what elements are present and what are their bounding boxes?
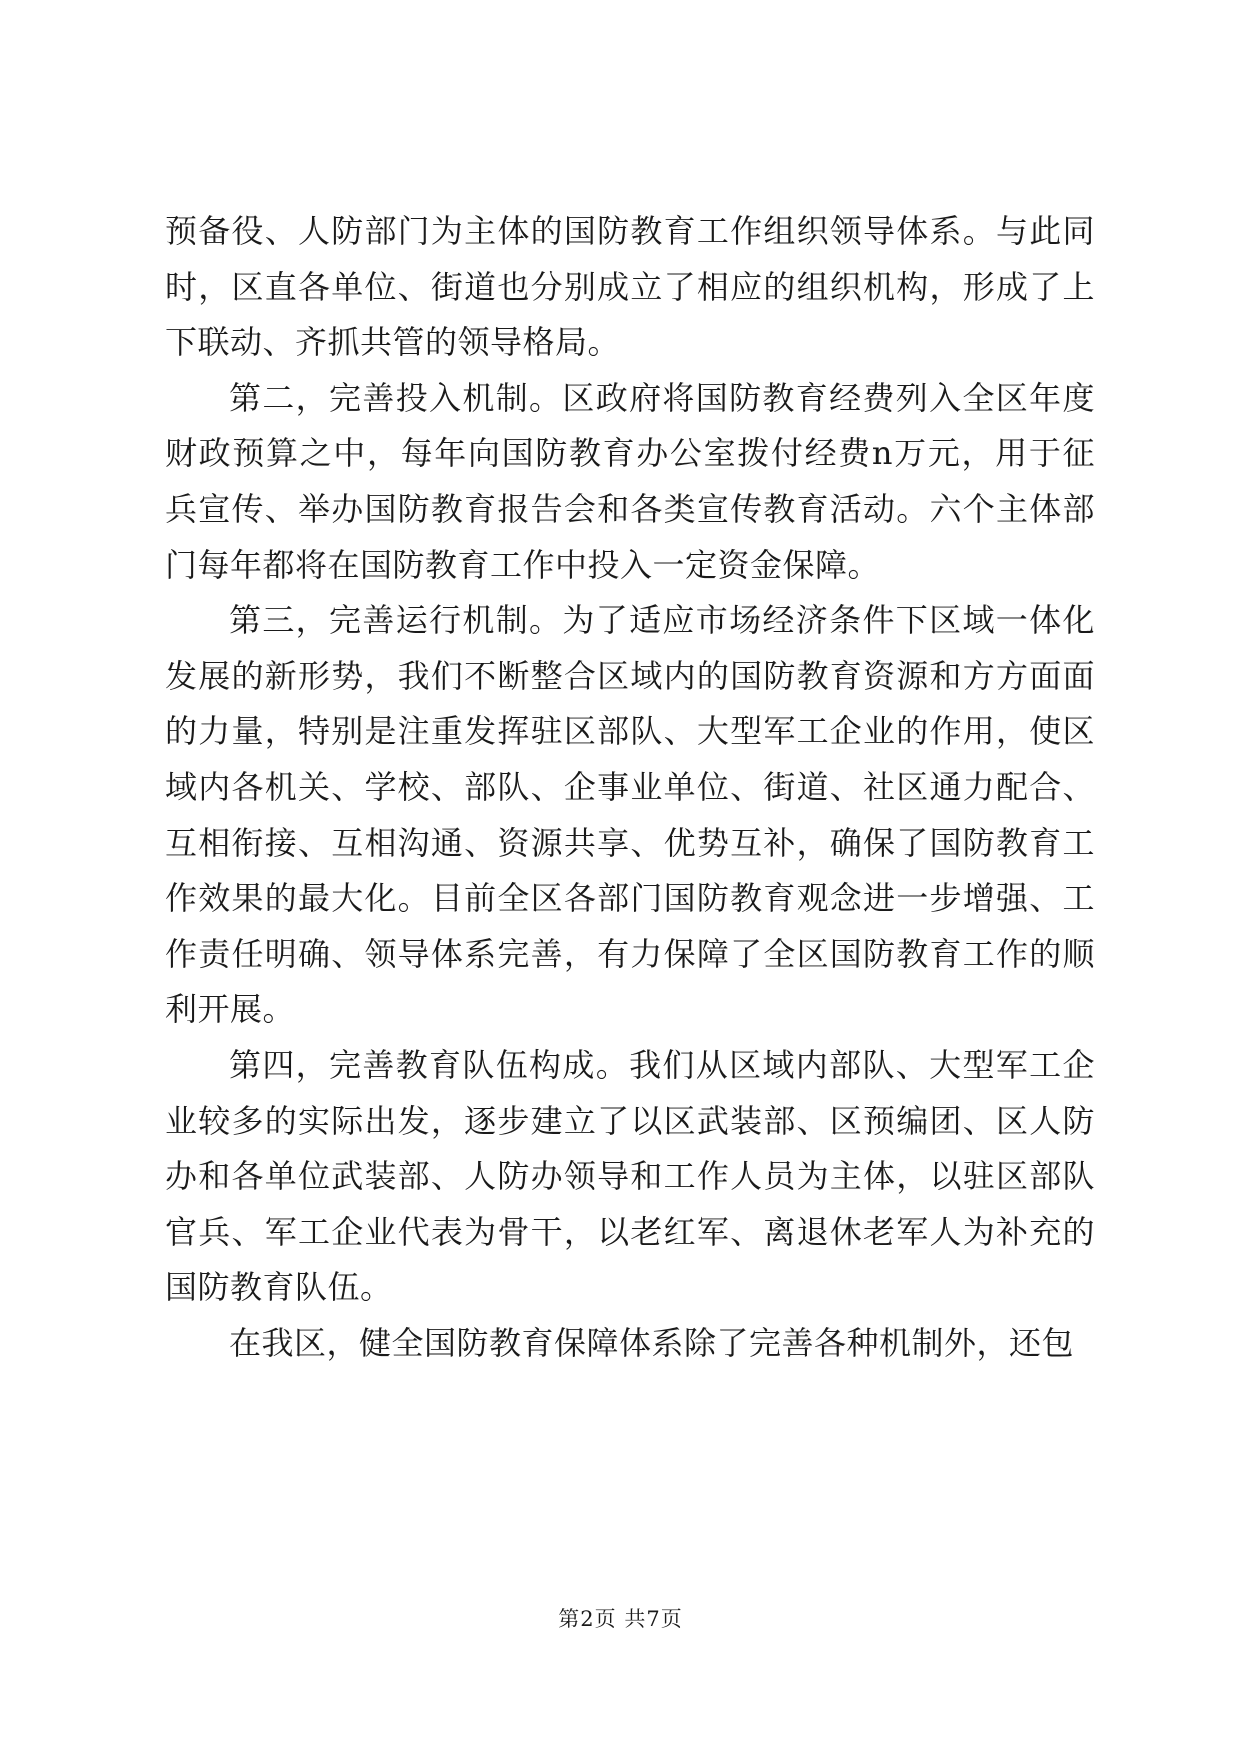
- paragraph-investment-mechanism: 第二，完善投入机制。区政府将国防教育经费列入全区年度财政预算之中，每年向国防教育办公室拨付经费n万元，用于征兵宣传、举办国防教育报告会和各类宣传教育活动。六个主体部门每年都将在国防教育工作中投入一定资金保障。: [165, 378, 1095, 584]
- paragraph-guarantee-system: 在我区，健全国防教育保障体系除了完善各种机制外，还包: [229, 1323, 1075, 1362]
- paragraph-education-team: 第四，完善教育队伍构成。我们从区域内部队、大型军工企业较多的实际出发，逐步建立了以区武装部、区预编团、区人防办和各单位武装部、人防办领导和工作人员为主体，以驻区部队官兵、军工企业代表为骨干，以老红军、离退休老军人为补充的国防教育队伍。: [165, 1045, 1095, 1307]
- paragraph-continuation: 预备役、人防部门为主体的国防教育工作组织领导体系。与此同时，区直各单位、街道也分别成立了相应的组织机构，形成了上下联动、齐抓共管的领导格局。: [165, 212, 1095, 362]
- page-number-footer: 第2页 共7页: [558, 1607, 683, 1631]
- paragraph-operation-mechanism: 第三，完善运行机制。为了适应市场经济条件下区域一体化发展的新形势，我们不断整合区域内的国防教育资源和方方面面的力量，特别是注重发挥驻区部队、大型军工企业的作用，使区域内各机关、学校、部队、企事业单位、街道、社区通力配合、互相衔接、互相沟通、资源共享、优势互补，确保了国防教育工作效果的最大化。目前全区各部门国防教育观念进一步增强、工作责任明确、领导体系完善，有力保障了全区国防教育工作的顺利开展。: [165, 601, 1095, 1029]
- document-body: [165, 204, 1095, 1371]
